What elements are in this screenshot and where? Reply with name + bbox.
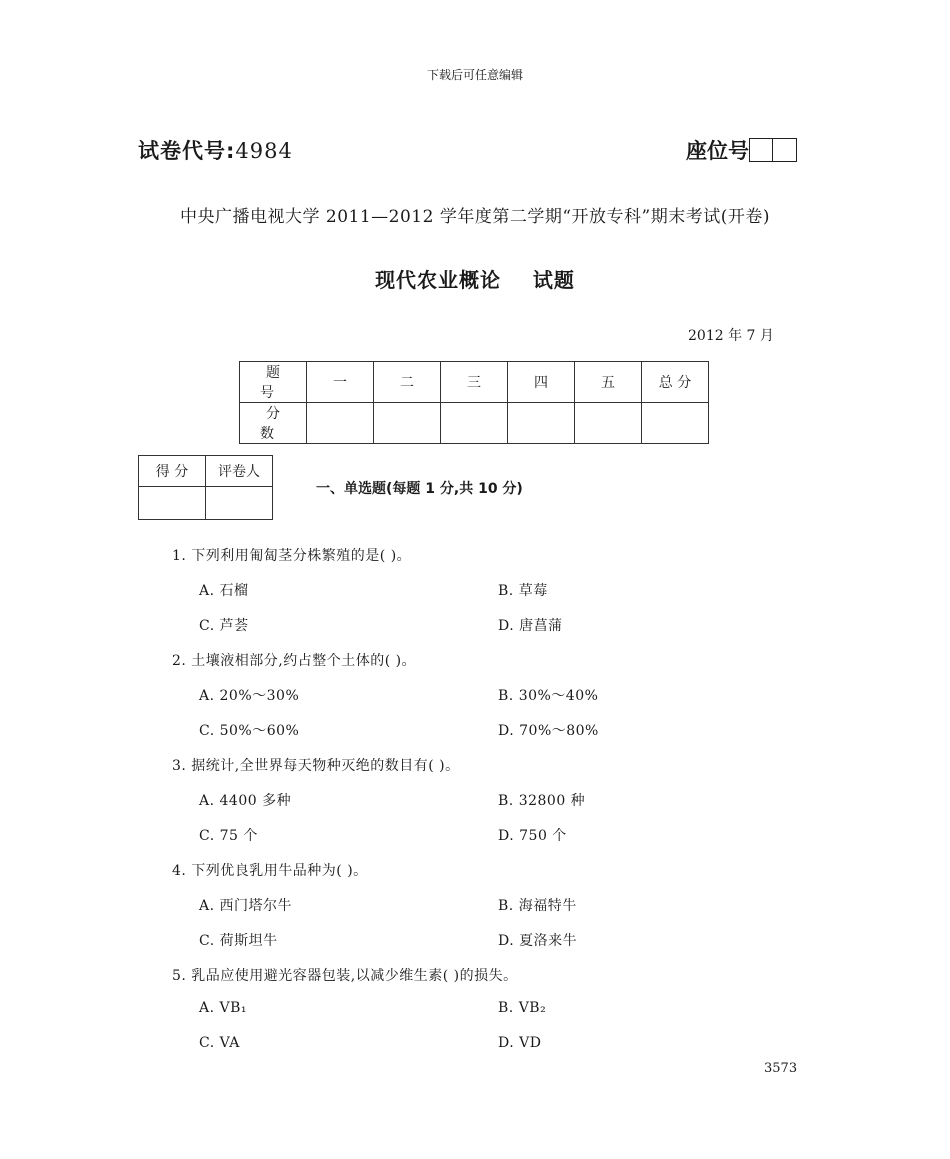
score-row-label: 分 数 (240, 403, 307, 444)
question-5-option-d: D. VD (498, 1035, 542, 1051)
question-2: 2. 土壤液相部分,约占整个土体的( )。 (172, 653, 417, 669)
grader-name-cell (206, 487, 273, 520)
score-header-cell: 四 (508, 362, 575, 403)
seat-number (686, 135, 797, 165)
question-1-option-a: A. 石榴 (199, 583, 249, 599)
question-2-option-c: C. 50%～60% (199, 723, 300, 739)
subject-title: 现代农业概论 试题 (375, 268, 575, 292)
question-3-option-a: A. 4400 多种 (199, 793, 292, 809)
score-cell (642, 403, 709, 444)
grader-score-label: 得 分 (139, 456, 206, 487)
question-4-option-c: C. 荷斯坦牛 (199, 933, 278, 949)
grader-score-cell (139, 487, 206, 520)
question-5-option-a: A. VB₁ (199, 1000, 248, 1016)
download-note: 下载后可任意编辑 (426, 68, 523, 82)
score-cell (307, 403, 374, 444)
seat-box-1 (749, 138, 773, 162)
exam-date: 2012 年 7 月 (688, 328, 774, 344)
question-1-option-b: B. 草莓 (498, 583, 548, 599)
score-header-cell: 总 分 (642, 362, 709, 403)
score-table-header-row (240, 362, 709, 403)
grader-name-label: 评卷人 (206, 456, 273, 487)
question-1-option-d: D. 唐菖蒲 (498, 618, 563, 634)
question-2-option-d: D. 70%～80% (498, 723, 599, 739)
question-4-option-a: A. 西门塔尔牛 (199, 898, 293, 914)
exam-title: 中央广播电视大学 2011—2012 学年度第二学期“开放专科”期末考试(开卷) (180, 207, 770, 227)
question-3-option-d: D. 750 个 (498, 828, 567, 844)
question-1: 1. 下列利用匍匐茎分株繁殖的是( )。 (172, 548, 412, 564)
score-cell (374, 403, 441, 444)
score-header-cell: 五 (575, 362, 642, 403)
seat-box-2 (773, 138, 797, 162)
question-5-option-c: C. VA (199, 1035, 240, 1051)
question-1-option-c: C. 芦荟 (199, 618, 249, 634)
exam-code-label: 试卷代号: (138, 139, 236, 163)
page-number: 3573 (764, 1061, 798, 1076)
section-1-title: 一、单选题(每题 1 分,共 10 分) (316, 481, 523, 497)
score-cell (441, 403, 508, 444)
question-3-option-b: B. 32800 种 (498, 793, 586, 809)
score-header-cell: 一 (307, 362, 374, 403)
question-5: 5. 乳品应使用避光容器包装,以减少维生素( )的损失。 (172, 968, 518, 984)
score-header-cell: 三 (441, 362, 508, 403)
question-4-option-d: D. 夏洛来牛 (498, 933, 578, 949)
seat-label: 座位号 (686, 139, 749, 163)
score-table (239, 361, 709, 444)
question-4: 4. 下列优良乳用牛品种为( )。 (172, 863, 368, 879)
score-cell (508, 403, 575, 444)
question-3: 3. 据统计,全世界每天物种灭绝的数目有( )。 (172, 758, 460, 774)
score-header-cell: 题 号 (240, 362, 307, 403)
question-2-option-b: B. 30%～40% (498, 688, 599, 704)
exam-code-value: 4984 (235, 139, 293, 163)
question-2-option-a: A. 20%～30% (199, 688, 300, 704)
grader-table (138, 455, 273, 520)
score-cell (575, 403, 642, 444)
question-4-option-b: B. 海福特牛 (498, 898, 577, 914)
exam-code (138, 135, 293, 165)
question-3-option-c: C. 75 个 (199, 828, 258, 844)
score-table-score-row (240, 403, 709, 444)
score-header-cell: 二 (374, 362, 441, 403)
question-5-option-b: B. VB₂ (498, 1000, 547, 1016)
